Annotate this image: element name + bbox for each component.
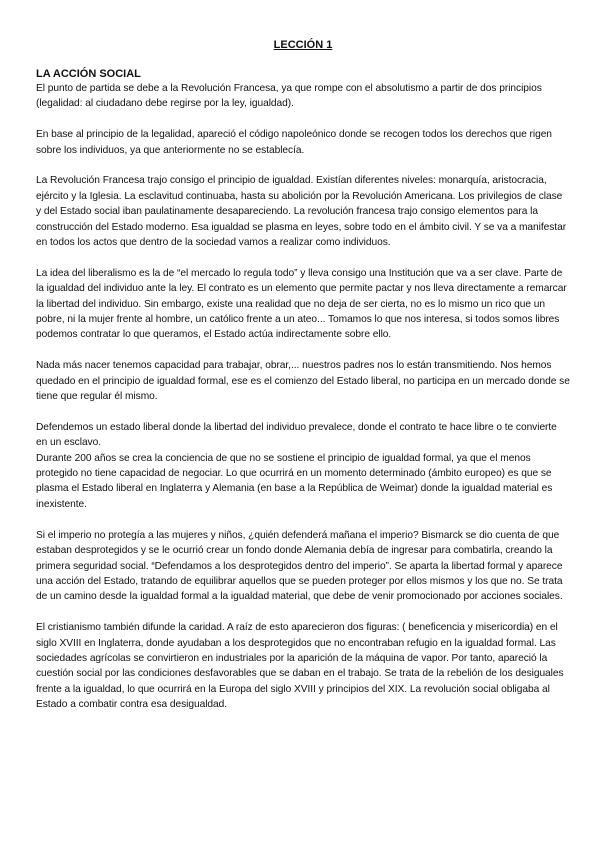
paragraph-5: Nada más nacer tenemos capacidad para trabajar, obrar,... nuestros padres nos lo están transmitiendo. Nos hemos quedado en el principio de igualdad formal, ese es el comienzo del Estado liberal, no participa en un mercado donde se tiene que regular él mismo. (36, 360, 570, 403)
paragraph-2: En base al principio de la legalidad, apareció el código napoleónico donde se recogen todos los derechos que rigen sobre los individuos, ya que anteriormente no se establecía. (36, 129, 552, 156)
section-heading: LA ACCIÓN SOCIAL (36, 68, 141, 80)
paragraph-6: Defendemos un estado liberal donde la libertad del individuo prevalece, donde el contrato te hace libre o te convierte en un esclavo. (36, 421, 557, 449)
paragraph-7: Durante 200 años se crea la conciencia de que no se sostiene el principio de igualdad formal, ya que el menos protegido no tiene capacidad de negociar. Lo que ocurrirá en un momento determinado (ámbito europeo) es que se plasma el Estado liberal en Inglaterra y Alemania (en base a la República de Weimar) donde la igualdad material es inexistente. (36, 452, 553, 510)
lesson-title: LECCIÓN 1 (273, 39, 333, 51)
paragraph-8: Si el imperio no protegía a las mujeres y niños, ¿quién defenderá mañana el imperio? Bismarck se dio cuenta de que estaban desprotegidos y se le ocurrió crear un fondo donde Alemania debía de ingresar para combatirla, creando la primera seguridad social. “Defendamos a los desprotegidos dentro del imperio”. Se aparta la libertad formal y aparece una acción del Estado, tratando de equilibrar aquellos que se pueden proteger por ellos mismos y los que no. Se trata de un camino desde la igualdad formal a la igualdad material, que debe de venir promocionado por acciones sociales. (36, 529, 563, 603)
paragraph-4: La idea del liberalismo es la de “el mercado lo regula todo” y lleva consigo una Institución que va a ser clave. Parte de la igualdad del individuo ante la ley. El contrato es un elemento que permite pactar y nos lleva directamente a remarcar la libertad del individuo. Sin embargo, existe una realidad que no deja de ser cierta, no es lo mismo un rico que un pobre, ni la mujer frente al hombre, un católico frente a un ateo... Tomamos lo que nos interesa, si todos somos libres podemos contratar lo que queramos, el Estado actúa indirectamente sobre ello. (36, 267, 567, 341)
document-page (36, 38, 570, 728)
paragraph-3: La Revolución Francesa trajo consigo el principio de igualdad. Existían diferentes niveles: monarquía, aristocracia, ejército y la Iglesia. La esclavitud continuaba, hasta su abolición por la Revolución Americana. Los privilegios de clase y del Estado social iban paulatinamente desapareciendo. La revolución francesa trajo consigo elementos para la construcción del Estado moderno. Esa igualdad se plasma en leyes, sobre todo en el ámbito civil. Y se va a manifestar en todos los actos que dentro de la sociedad vamos a realizar como individuos. (36, 175, 567, 249)
paragraph-1: El punto de partida se debe a la Revolución Francesa, ya que rompe con el absolutismo a partir de dos principios (legalidad: al ciudadano debe regirse por la ley, igualdad). (36, 83, 542, 110)
paragraph-9: El cristianismo también difunde la caridad. A raíz de esto aparecieron dos figuras: ( beneficencia y misericordia) en el siglo XVIII en Inglaterra, donde ayudaban a los desprotegidos que no encontraban refugio en la igualdad formal. Las sociedades agrícolas se convirtieron en industriales por la aparición de la máquina de vapor. Por tanto, apareció la cuestión social por las condiciones desfavorables que se daban en el trabajo. Se trata de la rebelión de los desiguales frente a la igualdad, lo que ocurrirá en la Europa del siglo XVIII y principios del XIX. La revolución social obligaba al Estado a combatir contra esa desigualdad. (36, 622, 564, 711)
